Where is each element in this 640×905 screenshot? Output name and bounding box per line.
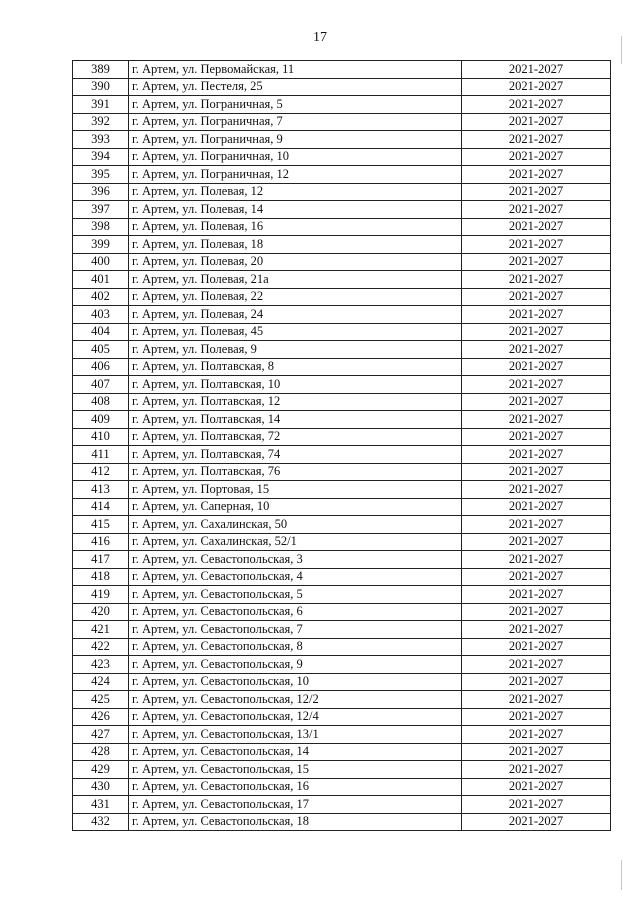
row-period: 2021-2027 [462, 428, 611, 446]
table-row [73, 253, 611, 271]
row-period: 2021-2027 [462, 376, 611, 394]
table-row [73, 603, 611, 621]
row-address: г. Артем, ул. Полтавская, 10 [129, 376, 462, 394]
row-number: 391 [73, 96, 129, 114]
row-period: 2021-2027 [462, 778, 611, 796]
table-row [73, 288, 611, 306]
row-address: г. Артем, ул. Портовая, 15 [129, 481, 462, 499]
row-address: г. Артем, ул. Севастопольская, 13/1 [129, 726, 462, 744]
row-number: 402 [73, 288, 129, 306]
row-period: 2021-2027 [462, 761, 611, 779]
row-address: г. Артем, ул. Севастопольская, 3 [129, 551, 462, 569]
row-number: 406 [73, 358, 129, 376]
row-address: г. Артем, ул. Полевая, 24 [129, 306, 462, 324]
row-number: 430 [73, 778, 129, 796]
address-table [72, 60, 611, 831]
row-number: 393 [73, 131, 129, 149]
table-row [73, 533, 611, 551]
row-number: 432 [73, 813, 129, 831]
row-number: 401 [73, 271, 129, 289]
table-row [73, 411, 611, 429]
table-row [73, 148, 611, 166]
row-number: 412 [73, 463, 129, 481]
row-number: 421 [73, 621, 129, 639]
row-number: 422 [73, 638, 129, 656]
row-number: 408 [73, 393, 129, 411]
row-number: 431 [73, 796, 129, 814]
row-period: 2021-2027 [462, 533, 611, 551]
row-number: 419 [73, 586, 129, 604]
row-address: г. Артем, ул. Севастопольская, 8 [129, 638, 462, 656]
table-row [73, 183, 611, 201]
table-row [73, 498, 611, 516]
row-address: г. Артем, ул. Севастопольская, 4 [129, 568, 462, 586]
address-table-body [73, 61, 611, 831]
table-row [73, 271, 611, 289]
row-period: 2021-2027 [462, 691, 611, 709]
table-row [73, 726, 611, 744]
row-address: г. Артем, ул. Полевая, 21а [129, 271, 462, 289]
row-period: 2021-2027 [462, 393, 611, 411]
table-row [73, 113, 611, 131]
row-period: 2021-2027 [462, 341, 611, 359]
row-address: г. Артем, ул. Севастопольская, 15 [129, 761, 462, 779]
table-row [73, 481, 611, 499]
row-address: г. Артем, ул. Полтавская, 72 [129, 428, 462, 446]
row-address: г. Артем, ул. Севастопольская, 18 [129, 813, 462, 831]
row-address: г. Артем, ул. Сахалинская, 50 [129, 516, 462, 534]
row-period: 2021-2027 [462, 113, 611, 131]
table-row [73, 201, 611, 219]
row-number: 424 [73, 673, 129, 691]
row-period: 2021-2027 [462, 236, 611, 254]
row-address: г. Артем, ул. Пограничная, 9 [129, 131, 462, 149]
table-row [73, 393, 611, 411]
row-address: г. Артем, ул. Севастопольская, 14 [129, 743, 462, 761]
page-edge-mark-bottom [621, 860, 622, 890]
row-number: 399 [73, 236, 129, 254]
row-number: 396 [73, 183, 129, 201]
row-address: г. Артем, ул. Севастопольская, 17 [129, 796, 462, 814]
row-number: 405 [73, 341, 129, 359]
table-row [73, 673, 611, 691]
row-number: 389 [73, 61, 129, 79]
row-period: 2021-2027 [462, 288, 611, 306]
row-number: 416 [73, 533, 129, 551]
row-period: 2021-2027 [462, 551, 611, 569]
row-number: 395 [73, 166, 129, 184]
table-row [73, 218, 611, 236]
table-row [73, 376, 611, 394]
row-period: 2021-2027 [462, 201, 611, 219]
row-address: г. Артем, ул. Пограничная, 12 [129, 166, 462, 184]
row-number: 398 [73, 218, 129, 236]
row-number: 427 [73, 726, 129, 744]
table-row [73, 323, 611, 341]
row-address: г. Артем, ул. Севастопольская, 6 [129, 603, 462, 621]
row-period: 2021-2027 [462, 306, 611, 324]
table-row [73, 691, 611, 709]
row-number: 417 [73, 551, 129, 569]
row-period: 2021-2027 [462, 61, 611, 79]
row-period: 2021-2027 [462, 131, 611, 149]
row-period: 2021-2027 [462, 498, 611, 516]
table-row [73, 796, 611, 814]
row-period: 2021-2027 [462, 656, 611, 674]
page-edge-mark-top [621, 36, 622, 64]
row-address: г. Артем, ул. Полевая, 14 [129, 201, 462, 219]
table-row [73, 656, 611, 674]
row-address: г. Артем, ул. Полевая, 18 [129, 236, 462, 254]
row-period: 2021-2027 [462, 481, 611, 499]
row-period: 2021-2027 [462, 411, 611, 429]
row-period: 2021-2027 [462, 796, 611, 814]
row-number: 407 [73, 376, 129, 394]
row-address: г. Артем, ул. Полевая, 45 [129, 323, 462, 341]
row-number: 428 [73, 743, 129, 761]
row-period: 2021-2027 [462, 638, 611, 656]
row-number: 392 [73, 113, 129, 131]
row-number: 429 [73, 761, 129, 779]
row-address: г. Артем, ул. Полевая, 20 [129, 253, 462, 271]
row-address: г. Артем, ул. Пограничная, 7 [129, 113, 462, 131]
row-number: 425 [73, 691, 129, 709]
row-address: г. Артем, ул. Полтавская, 74 [129, 446, 462, 464]
row-period: 2021-2027 [462, 621, 611, 639]
row-address: г. Артем, ул. Полтавская, 14 [129, 411, 462, 429]
row-period: 2021-2027 [462, 78, 611, 96]
table-row [73, 743, 611, 761]
row-number: 415 [73, 516, 129, 534]
row-address: г. Артем, ул. Полевая, 9 [129, 341, 462, 359]
row-period: 2021-2027 [462, 743, 611, 761]
row-address: г. Артем, ул. Пестеля, 25 [129, 78, 462, 96]
row-period: 2021-2027 [462, 253, 611, 271]
row-address: г. Артем, ул. Севастопольская, 16 [129, 778, 462, 796]
row-period: 2021-2027 [462, 446, 611, 464]
row-address: г. Артем, ул. Севастопольская, 12/2 [129, 691, 462, 709]
row-period: 2021-2027 [462, 813, 611, 831]
row-address: г. Артем, ул. Севастопольская, 12/4 [129, 708, 462, 726]
row-number: 418 [73, 568, 129, 586]
table-row [73, 61, 611, 79]
table-row [73, 358, 611, 376]
row-address: г. Артем, ул. Саперная, 10 [129, 498, 462, 516]
table-row [73, 341, 611, 359]
row-address: г. Артем, ул. Севастопольская, 7 [129, 621, 462, 639]
table-row [73, 708, 611, 726]
table-row [73, 428, 611, 446]
row-period: 2021-2027 [462, 166, 611, 184]
table-row [73, 813, 611, 831]
table-row [73, 516, 611, 534]
page-number: 17 [313, 30, 327, 45]
row-number: 410 [73, 428, 129, 446]
table-row [73, 621, 611, 639]
row-number: 397 [73, 201, 129, 219]
row-address: г. Артем, ул. Полтавская, 76 [129, 463, 462, 481]
row-address: г. Артем, ул. Полтавская, 12 [129, 393, 462, 411]
row-period: 2021-2027 [462, 96, 611, 114]
table-row [73, 166, 611, 184]
row-address: г. Артем, ул. Пограничная, 10 [129, 148, 462, 166]
row-period: 2021-2027 [462, 183, 611, 201]
row-number: 394 [73, 148, 129, 166]
row-number: 423 [73, 656, 129, 674]
row-period: 2021-2027 [462, 358, 611, 376]
row-number: 420 [73, 603, 129, 621]
table-row [73, 586, 611, 604]
row-number: 409 [73, 411, 129, 429]
table-row [73, 306, 611, 324]
table-row [73, 551, 611, 569]
table-row [73, 131, 611, 149]
row-number: 413 [73, 481, 129, 499]
row-address: г. Артем, ул. Полтавская, 8 [129, 358, 462, 376]
row-period: 2021-2027 [462, 673, 611, 691]
row-address: г. Артем, ул. Севастопольская, 9 [129, 656, 462, 674]
table-row [73, 778, 611, 796]
row-number: 426 [73, 708, 129, 726]
row-period: 2021-2027 [462, 568, 611, 586]
row-period: 2021-2027 [462, 218, 611, 236]
row-period: 2021-2027 [462, 586, 611, 604]
row-period: 2021-2027 [462, 603, 611, 621]
table-row [73, 463, 611, 481]
row-address: г. Артем, ул. Севастопольская, 10 [129, 673, 462, 691]
row-address: г. Артем, ул. Первомайская, 11 [129, 61, 462, 79]
row-number: 404 [73, 323, 129, 341]
row-period: 2021-2027 [462, 516, 611, 534]
row-period: 2021-2027 [462, 463, 611, 481]
row-address: г. Артем, ул. Пограничная, 5 [129, 96, 462, 114]
row-period: 2021-2027 [462, 708, 611, 726]
table-row [73, 568, 611, 586]
table-row [73, 446, 611, 464]
table-row [73, 96, 611, 114]
row-address: г. Артем, ул. Севастопольская, 5 [129, 586, 462, 604]
row-period: 2021-2027 [462, 323, 611, 341]
row-address: г. Артем, ул. Сахалинская, 52/1 [129, 533, 462, 551]
row-period: 2021-2027 [462, 271, 611, 289]
row-period: 2021-2027 [462, 726, 611, 744]
table-row [73, 638, 611, 656]
table-row [73, 236, 611, 254]
row-address: г. Артем, ул. Полевая, 12 [129, 183, 462, 201]
row-number: 390 [73, 78, 129, 96]
row-number: 403 [73, 306, 129, 324]
row-number: 411 [73, 446, 129, 464]
row-address: г. Артем, ул. Полевая, 16 [129, 218, 462, 236]
table-row [73, 78, 611, 96]
row-address: г. Артем, ул. Полевая, 22 [129, 288, 462, 306]
row-period: 2021-2027 [462, 148, 611, 166]
row-number: 414 [73, 498, 129, 516]
table-row [73, 761, 611, 779]
row-number: 400 [73, 253, 129, 271]
